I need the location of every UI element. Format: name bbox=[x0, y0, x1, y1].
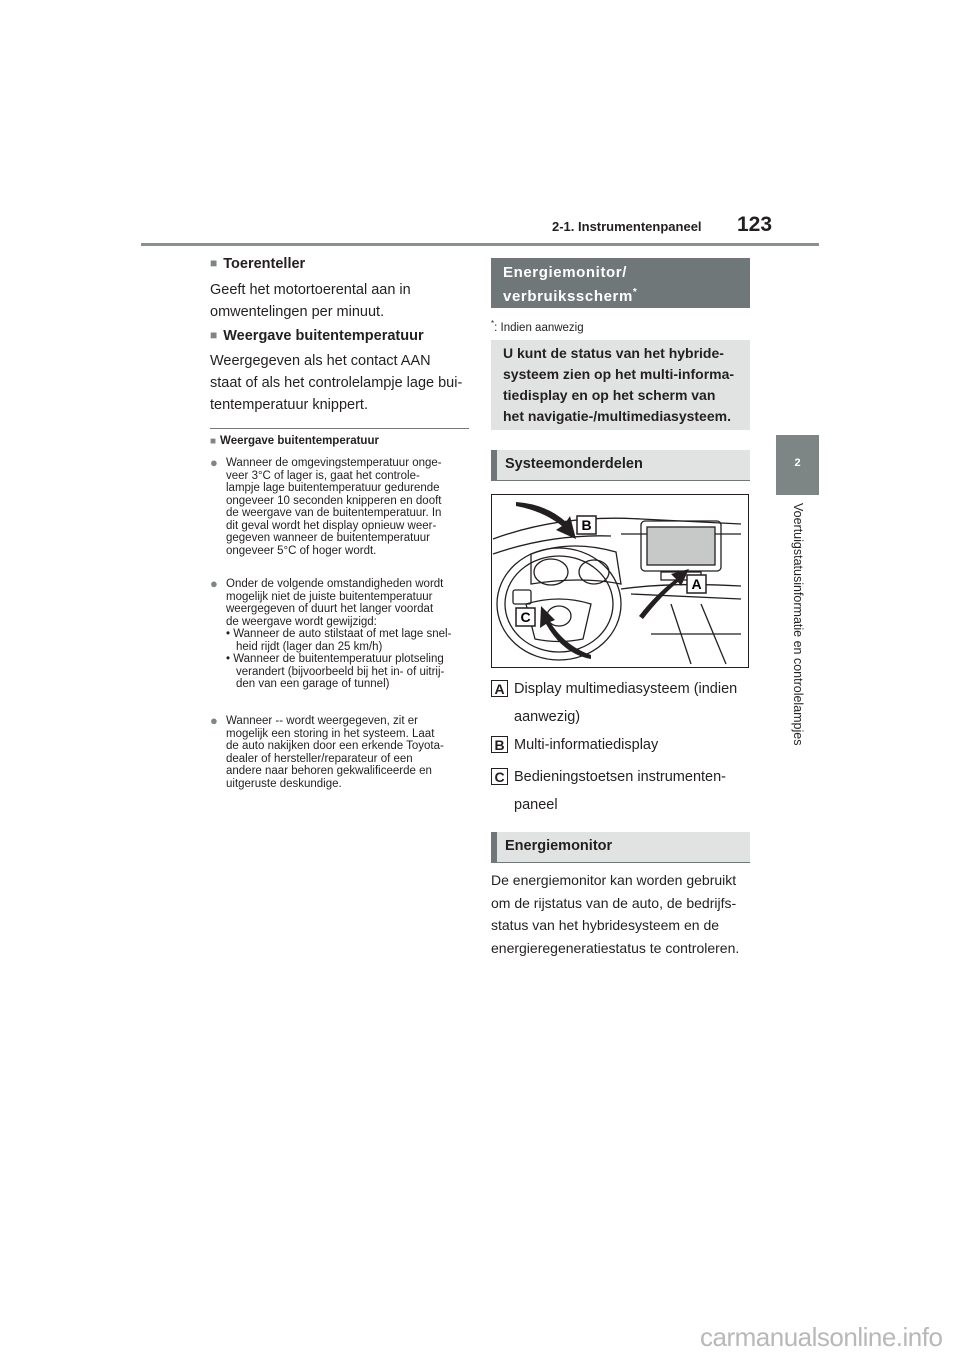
chapter-title-vertical bbox=[788, 503, 808, 775]
energiemonitor-body: De energiemonitor kan worden gebruikt om de rijstatus van de auto, de bedrijfs- status van het hybridesysteem en de energieregeneratiestatus te controleren. bbox=[491, 872, 740, 956]
chapter-tab bbox=[776, 435, 819, 495]
dashboard-illustration bbox=[491, 494, 749, 668]
note-rule bbox=[210, 428, 469, 429]
diagram-label-c: C bbox=[520, 609, 531, 625]
note-heading: ■ Weergave buitentemperatuur bbox=[210, 435, 379, 447]
legend-text-b: Multi-informatiedisplay bbox=[514, 737, 659, 753]
chapter-title: Voertuigstatusinformatie en controlelampjes bbox=[791, 503, 805, 746]
section-systeemonderdelen: Systeemonderdelen bbox=[491, 450, 750, 481]
body-toerenteller: Geeft het motortoerental aan in omwentelingen per minuut. bbox=[210, 282, 411, 320]
section-energiemonitor: Energiemonitor bbox=[491, 832, 750, 863]
legend-text-c: Bedieningstoetsen instrumenten- paneel bbox=[514, 769, 726, 813]
chapter-number: 2 bbox=[794, 457, 801, 469]
legend-text-a: Display multimediasysteem (indien aanwezig) bbox=[514, 681, 738, 725]
diagram-label-b: B bbox=[581, 517, 592, 533]
watermark: carmanualsonline.info bbox=[700, 1322, 943, 1352]
intro-box: U kunt de status van het hybride- systeem zien op het multi-informa- tiedisplay en op het scherm van het navigatie-/multimediasysteem. bbox=[491, 340, 750, 430]
bullet-dot-icon: ● bbox=[210, 455, 218, 470]
note-item-2: ● Onder de volgende omstandigheden wordt mogelijk niet de juiste buitentemperatuur weergegeven of duurt het langer voordat de weergave wordt gewijzigd: • Wanneer de auto stilstaat of met lage snel- heid rijdt (lager dan 25 km/h) • Wanneer de buitentemperatuur plotseling verandert (bijvoorbeeld bij het in- of uitrij- den van een garage of tunnel) bbox=[210, 578, 471, 691]
dashboard-diagram bbox=[491, 494, 749, 668]
sub-bullet-1: • Wanneer de auto stilstaat of met lage snel- heid rijdt (lager dan 25 km/h) bbox=[226, 628, 452, 653]
legend-letter-b: B bbox=[491, 736, 508, 753]
footnote: *: Indien aanwezig bbox=[491, 319, 584, 334]
heading-buitentemperatuur: ■ Weergave buitentemperatuur bbox=[210, 328, 424, 344]
diagram-label-a: A bbox=[691, 576, 702, 592]
header-rule bbox=[141, 243, 819, 246]
heading-toerenteller: ■ Toerenteller bbox=[210, 256, 305, 272]
legend-letter-a: A bbox=[491, 680, 508, 697]
title-box: Energiemonitor/ verbruiksscherm* bbox=[491, 258, 750, 308]
page-number: 123 bbox=[737, 213, 773, 236]
note-item-1: ● Wanneer de omgevingstemperatuur onge- veer 3°C of lager is, gaat het controle- lampje lage buitentemperatuur gedurende ongeveer 10 seconden knipperen en dooft de weergave van de buitentemperatuur. In dit geval wordt het display opnieuw weer- gegeven wanneer de buitentemperatuur ongeveer 5°C of hoger wordt. bbox=[210, 455, 442, 557]
bullet-dot-icon: ● bbox=[210, 713, 218, 728]
section-title: 2-1. Instrumentenpaneel bbox=[552, 219, 702, 234]
body-buitentemperatuur: Weergegeven als het contact AAN staat of als het controlelampje lage bui- tentemperatuur knippert. bbox=[210, 353, 463, 413]
legend-letter-c: C bbox=[491, 768, 508, 785]
sub-bullet-2: • Wanneer de buitentemperatuur plotseling verandert (bijvoorbeeld bij het in- of uitrij- den van een garage of tunnel) bbox=[226, 653, 445, 690]
note-item-3: ● Wanneer -- wordt weergegeven, zit er mogelijk een storing in het systeem. Laat de auto nakijken door een erkende Toyota- dealer of hersteller/reparateur of een andere naar behoren gekwalificeerde en uitgeruste deskundige. bbox=[210, 713, 444, 790]
bullet-dot-icon: ● bbox=[210, 576, 218, 591]
